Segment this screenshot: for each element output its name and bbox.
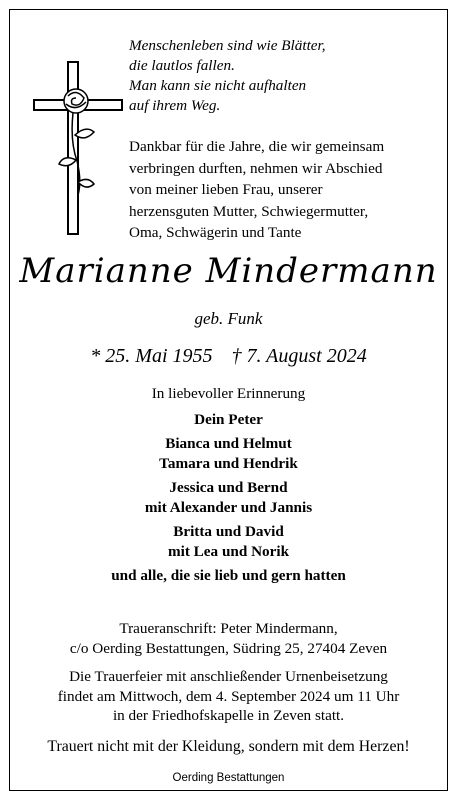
death-date: † 7. August 2024 (231, 345, 367, 367)
intro-line: verbringen durften, nehmen wir Abschied (129, 159, 383, 177)
family-line: Jessica und Bernd (169, 478, 288, 496)
ceremony-line: Die Trauerfeier mit anschließender Urnenbeisetzung (69, 668, 388, 685)
family-line: mit Alexander und Jannis (144, 499, 313, 516)
family-line: und alle, die sie lieb und gern hatten (111, 566, 346, 584)
poem-line: Menschenleben sind wie Blätter, (129, 37, 326, 54)
family-group (0, 434, 457, 474)
poem (129, 36, 439, 116)
family-line: Tamara und Hendrik (159, 455, 298, 472)
address-line: Traueranschrift: Peter Mindermann, (119, 620, 338, 637)
cross-with-rose-icon (30, 60, 126, 236)
mourning-address (0, 619, 457, 659)
family-line: Britta und David (173, 522, 284, 540)
family-group (0, 410, 457, 430)
family-group (0, 478, 457, 518)
family-line: Dein Peter (194, 411, 263, 428)
family-line: Bianca und Helmut (165, 434, 292, 452)
intro-line: Dankbar für die Jahre, die wir gemeinsam (129, 138, 385, 155)
ceremony-info (0, 667, 457, 726)
deceased-name: Marianne Mindermann (19, 251, 438, 291)
intro-line: von meiner lieben Frau, unserer (129, 181, 323, 199)
family-list (0, 410, 457, 590)
intro-line: herzensguten Mutter, Schwiegermutter, (129, 202, 369, 220)
family-group (0, 522, 457, 562)
address-line: c/o Oerding Bestattungen, Südring 25, 27404 Zeven (69, 640, 388, 657)
family-line: mit Lea und Norik (167, 543, 290, 560)
poem-line: die lautlos fallen. (129, 57, 235, 74)
birth-date: * 25. Mai 1955 (90, 345, 213, 367)
life-dates (0, 343, 457, 369)
ceremony-line: findet am Mittwoch, dem 4. September 2024 um 11 Uhr (57, 687, 400, 705)
poem-line: auf ihrem Weg. (129, 97, 221, 114)
intro-text (129, 136, 441, 244)
ceremony-line: in der Friedhofskapelle in Zeven statt. (112, 707, 345, 725)
intro-line: Oma, Schwägerin und Tante (129, 224, 302, 242)
funeral-home-footer: Oerding Bestattungen (172, 772, 285, 784)
poem-line: Man kann sie nicht aufhalten (129, 77, 307, 94)
memory-line: In liebevoller Erinnerung (151, 385, 306, 402)
family-group (0, 566, 457, 586)
closing-line: Trauert nicht mit der Kleidung, sondern mit dem Herzen! (47, 738, 410, 755)
birth-name: geb. Funk (194, 309, 263, 328)
